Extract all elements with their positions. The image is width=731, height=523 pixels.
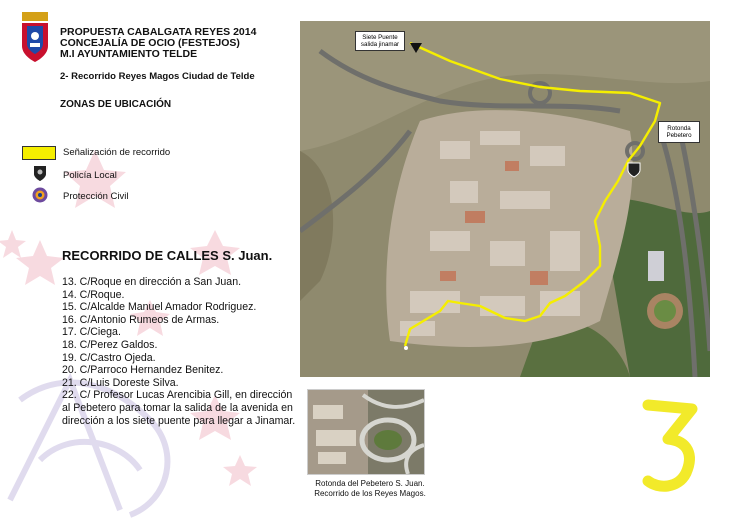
map-label-line: salida jinamar: [360, 41, 400, 48]
list-item: 21. C/Luis Doreste Silva.: [62, 376, 179, 389]
legend-label-civil-protection: Protección Civil: [63, 191, 129, 202]
map-label-line: Rotonda: [667, 125, 691, 132]
list-item: 18. C/Perez Galdos.: [62, 338, 158, 351]
list-item: 19. C/Castro Ojeda.: [62, 351, 156, 364]
yellow-route-swatch: [22, 146, 56, 160]
caption-line: Recorrido de los Reyes Magos.: [314, 489, 426, 498]
police-shield-icon: [33, 165, 47, 182]
list-item: 15. C/Alcalde Manuel Amador Rodriguez.: [62, 301, 257, 314]
header-line-3: M.I AYUNTAMIENTO TELDE: [60, 48, 198, 60]
map-label-line: Pebetero: [666, 132, 692, 139]
legend-label-police: Policía Local: [63, 170, 117, 181]
aerial-route-map[interactable]: [300, 21, 710, 377]
page-number-three: [640, 395, 700, 495]
list-item: al Pebetero para tomar la salida de la avenida en: [62, 401, 293, 414]
telde-coat-of-arms-logo: [19, 12, 51, 64]
list-item: 20. C/Parroco Hernandez Benitez.: [62, 364, 224, 377]
zones-title: ZONAS DE UBICACIÓN: [60, 99, 172, 110]
map-imagery: [300, 21, 710, 377]
map-label-line: Siete Puente: [362, 34, 398, 41]
page-subtitle: 2- Recorrido Reyes Magos Ciudad de Telde: [60, 71, 255, 82]
header-line-1: PROPUESTA CABALGATA REYES 2014: [60, 26, 257, 38]
route-title: RECORRIDO DE CALLES S. Juan.: [62, 248, 273, 263]
list-item: 22. C/ Profesor Lucas Arencibia Gill, en dirección: [62, 389, 293, 402]
roundabout-inset-photo: [307, 389, 425, 475]
map-label-rotonda-pebetero: [658, 121, 700, 143]
list-item: dirección a los siete puente para llegar a Jinamar.: [62, 414, 296, 427]
list-item: 13. C/Roque en dirección a San Juan.: [62, 276, 242, 288]
caption-line: Rotonda del Pebetero S. Juan.: [315, 479, 425, 488]
legend-label-route: Señalización de recorrido: [63, 147, 171, 158]
civil-protection-badge-icon: [32, 187, 48, 203]
street-list: [62, 276, 312, 427]
list-item: 16. C/Antonio Rumeos de Armas.: [62, 313, 220, 326]
header-line-2: CONCEJALÍA DE OCIO (FESTEJOS): [60, 37, 240, 49]
header-title-block: [60, 27, 256, 60]
map-label-siete-puente: [355, 31, 405, 51]
list-item: 17. C/Ciega.: [62, 326, 121, 339]
inset-caption: [300, 479, 440, 499]
list-item: 14. C/Roque.: [62, 288, 125, 301]
